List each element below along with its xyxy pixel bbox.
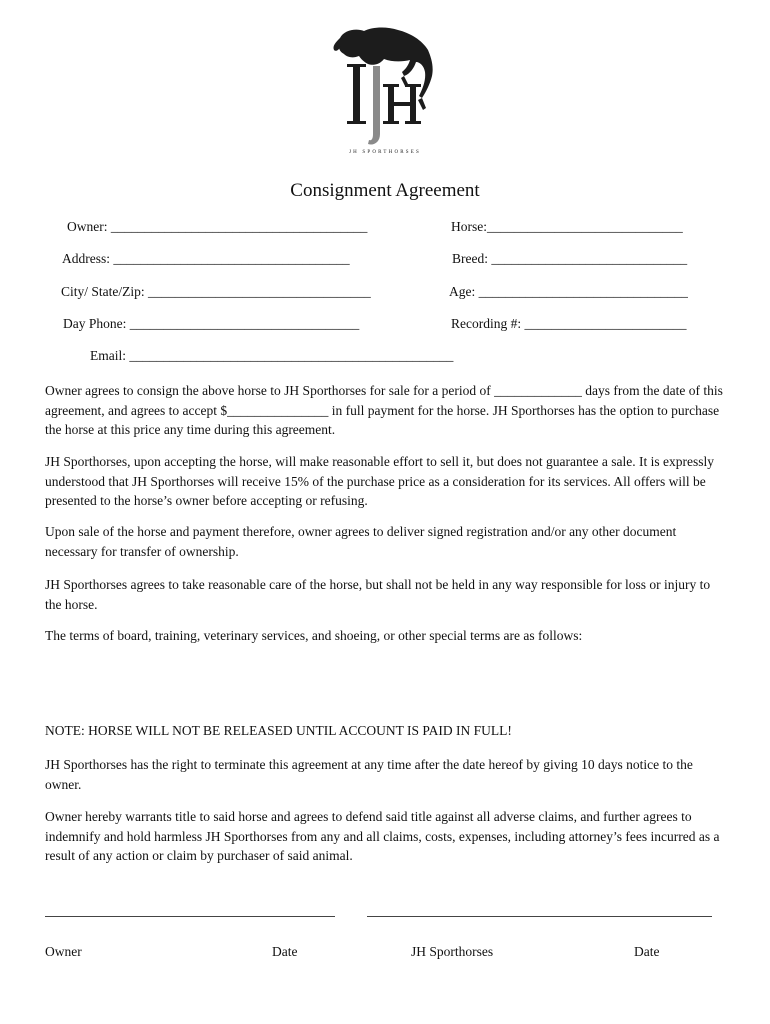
address-field[interactable]: Address: ___________________________________: [62, 251, 350, 266]
horse-field[interactable]: Horse:_____________________________: [451, 219, 683, 234]
care-liability-paragraph: JH Sporthorses agrees to take reasonable care of the horse, but shall not be held in any way responsible for loss or injury to the horse.: [45, 577, 711, 612]
termination-paragraph: JH Sporthorses has the right to terminate this agreement at any time after the date hereof by giving 10 days notice to the owner.: [45, 757, 693, 792]
company-date-label: Date: [634, 944, 660, 959]
breed-field[interactable]: Breed: _____________________________: [452, 251, 688, 266]
recording-number-field[interactable]: Recording #: ________________________: [451, 316, 687, 331]
logo-caption: JH SPORTHORSES: [348, 150, 422, 155]
page-title: Consignment Agreement: [290, 180, 480, 201]
consignment-term-paragraph: Owner agrees to consign the above horse to JH Sporthorses for sale for a period of _____________ days from the date of this agreement, and agrees to accept $_______________ in full payment for the horse. JH Sporthorses has the option to purchase the horse at this price any time during this agreement.: [45, 383, 723, 437]
city-state-zip-field[interactable]: City/ State/Zip: _________________________________: [61, 284, 371, 299]
owner-signature-label: Owner: [45, 944, 82, 959]
jh-sporthorses-logo: [330, 22, 440, 162]
age-field[interactable]: Age: _______________________________: [449, 284, 688, 299]
jumping-horse-monogram-icon: [330, 22, 440, 150]
sale-effort-paragraph: JH Sporthorses, upon accepting the horse, will make reasonable effort to sell it, but does not guarantee a sale. It is expressly understood that JH Sporthorses will receive 15% of the purchase price as a consideration for its services. All offers will be presented to the horse’s owner before accepting or refusing.: [45, 454, 714, 508]
email-field[interactable]: Email: ________________________________________________: [90, 348, 454, 363]
day-phone-field[interactable]: Day Phone: __________________________________: [63, 316, 360, 331]
company-signature-label: JH Sporthorses: [411, 944, 494, 959]
owner-signature-line[interactable]: [45, 916, 335, 918]
owner-date-label: Date: [272, 944, 298, 959]
special-terms-paragraph: The terms of board, training, veterinary services, and shoeing, or other special terms are as follows:: [45, 628, 583, 643]
owner-field[interactable]: Owner: ______________________________________: [67, 219, 368, 234]
payment-note: NOTE: HORSE WILL NOT BE RELEASED UNTIL ACCOUNT IS PAID IN FULL!: [45, 723, 512, 738]
transfer-of-ownership-paragraph: Upon sale of the horse and payment therefore, owner agrees to deliver signed registration and/or any other document necessary for transfer of ownership.: [45, 524, 677, 559]
warranty-paragraph: Owner hereby warrants title to said horse and agrees to defend said title against all adverse claims, and further agrees to indemnify and hold harmless JH Sporthorses from any and all claims, costs, expenses, including attorney’s fees incurred as a result of any action or claim by purchaser of said animal.: [45, 809, 720, 863]
company-signature-line[interactable]: [367, 916, 712, 918]
